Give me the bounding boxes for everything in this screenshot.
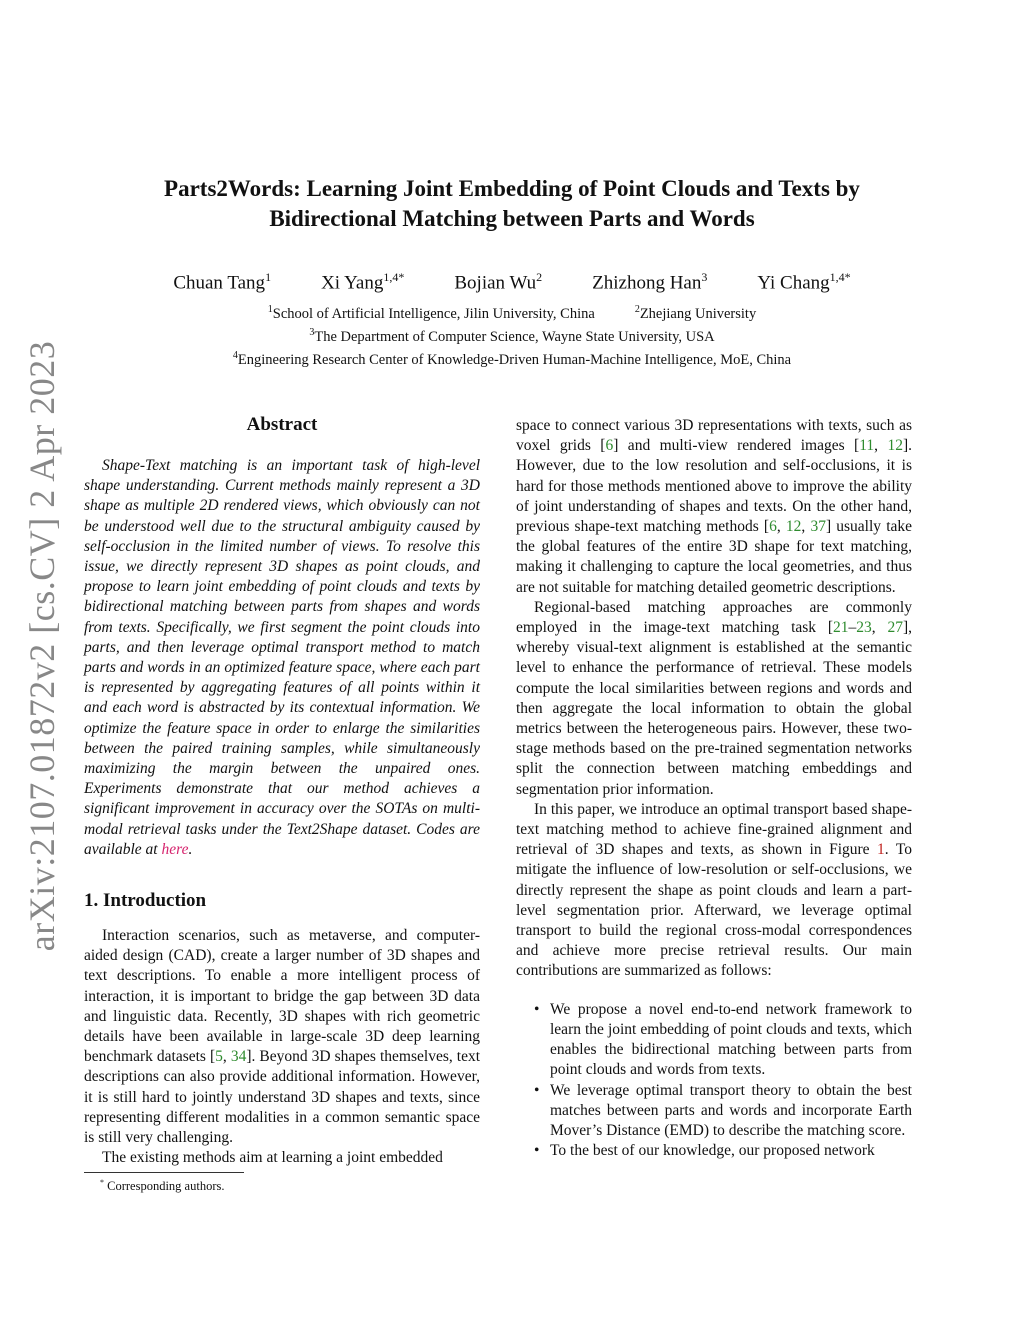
author: Zhizhong Han$^3$	[592, 270, 708, 294]
affiliation-line-3: $^4$Engineering Research Center of Knowledge-Driven Human-Machine Intelligence, MoE, China	[232, 350, 792, 368]
citation-link[interactable]: 27	[887, 619, 903, 637]
paragraph: space to connect various 3D representations with texts, such as voxel grids [6] and multi-view rendered images [11, 12]. However, due to the low resolution and self-occlusions, it is hard for those methods mentioned above to improve the ability of joint understanding of shapes and texts. On the other hand, previous shape-text matching methods [6, 12, 37] usually take the global features of the entire 3D shape for text matching, making it challenging to capture the local geometries, and thus are not suitable for matching detailed geometric descriptions.	[516, 417, 913, 596]
author-list	[100, 270, 924, 294]
abstract-text: Shape-Text matching is an important task of high-level shape understanding. Current methods mainly represent a 3D shape as multiple 2D rendered views, which obviously can not be understood well due to the structural ambiguity caused by self-occlusion in the limited number of views. To resolve this issue, we directly represent 3D shapes as point clouds, and propose to learn joint embedding of point clouds and texts by bidirectional matching between parts from shapes and words from texts. Specifically, we first segment the point clouds into parts, and then leverage optimal transport method to match parts and words in an optimized feature space, where each part is represented by aggregating features of all points within it and each word is abstracted by its contextual information. We optimize the feature space in order to enlarge the similarities between the paired training samples, while simultaneously maximizing the margin between the unpaired ones. Experiments demonstrate that our method achieves a significant improvement in accuracy over the SOTAs on multi-modal retrieval tasks under the Text2Shape dataset. Codes are available at here.	[84, 457, 480, 858]
author: Yi Chang$^{1,4*}$	[757, 270, 851, 294]
citation-link[interactable]: 12	[887, 437, 903, 455]
citation-link[interactable]: 23	[856, 619, 872, 637]
abstract-heading: Abstract	[246, 414, 318, 435]
author: Xi Yang$^{1,4*}$	[321, 270, 405, 294]
citation-link[interactable]: 6	[605, 437, 614, 455]
code-link[interactable]: here	[161, 840, 189, 858]
author: Chuan Tang$^1$	[173, 270, 272, 294]
footnote-divider	[84, 1172, 244, 1173]
bullet-icon: •	[534, 1081, 540, 1099]
paragraph: Regional-based matching approaches are commonly employed in the image-text matching task [21–23, 27], whereby visual-text alignment is established at the semantic level to enhance the performance of retrieval. These models compute the local similarities between regions and words and then aggregate the local information to obtain the global metrics between the heterogeneous pairs. However, these two-stage methods based on the pre-trained segmentation networks split the connection between matching embeddings and segmentation prior information.	[516, 598, 913, 798]
title-line-1: Parts2Words: Learning Joint Embedding of Point Clouds and Texts by	[164, 176, 860, 201]
introduction-text	[84, 926, 480, 1168]
list-item: • We propose a novel end-to-end network framework to learn the joint embedding of point clouds and texts, which enables the bidirectional matching between parts from point clouds and words from texts.	[534, 1000, 912, 1079]
bullet-icon: •	[534, 1142, 540, 1160]
arxiv-identifier-stamp	[20, 340, 64, 952]
affiliation-line-1: $^1$School of Artificial Intelligence, Jilin University, China $^2$Zhejiang University	[267, 304, 757, 322]
author: Bojian Wu$^2$	[454, 270, 543, 294]
contribution-list	[516, 1000, 912, 1162]
footnote: * Corresponding authors.	[100, 1178, 225, 1194]
list-item: • We leverage optimal transport theory to obtain the best matches between parts and words and incorporate Earth Mover’s Distance (EMD) to describe the matching score.	[534, 1081, 912, 1139]
paragraph: In this paper, we introduce an optimal transport based shape-text matching method to achieve fine-grained alignment and retrieval of 3D shapes and texts, as shown in Figure 1. To mitigate the influence of low-resolution or self-occlusions, we directly represent the shape as point clouds and learn a part-level segmentation prior. Afterward, we leverage optimal transport to build the regional cross-modal correspondences and achieve more precise retrieval results. Our main contributions are summarized as follows:	[516, 800, 912, 980]
citation-link[interactable]: 6	[769, 518, 777, 536]
citation-link[interactable]: 34	[230, 1048, 247, 1066]
citation-link[interactable]: 37	[810, 518, 826, 536]
paragraph: Interaction scenarios, such as metaverse, and computer-aided design (CAD), create a larger number of 3D shapes and text descriptions. To enable a more intelligent process of interaction, it is important to bridge the gap between 3D data and linguistic data. Recently, 3D shapes with rich geometric details have been available in large-scale 3D deep learning benchmark datasets [5, 34]. Beyond 3D shapes themselves, text descriptions can also provide additional information. However, it is still hard to jointly understand 3D shapes and texts, since representing different modalities in a common semantic space is still very challenging.	[84, 927, 481, 1147]
citation-link[interactable]: 12	[785, 518, 802, 536]
list-item: • To the best of our knowledge, our proposed network	[516, 1141, 912, 1161]
arxiv-id-text: arXiv:2107.01872v2 [cs.CV] 2 Apr 2023	[22, 340, 62, 952]
bullet-icon: •	[534, 1000, 540, 1018]
figure-reference-link[interactable]: 1	[877, 841, 885, 859]
affiliation-line-2: $^3$The Department of Computer Science, Wayne State University, USA	[309, 327, 715, 345]
paper-title	[80, 174, 944, 234]
right-column-text	[516, 416, 912, 1161]
title-line-2: Bidirectional Matching between Parts and Words	[269, 206, 755, 231]
section-heading-introduction: 1. Introduction	[84, 890, 207, 911]
citation-link[interactable]: 11	[859, 437, 875, 455]
citation-link[interactable]: 21	[833, 619, 849, 637]
citation-link[interactable]: 5	[215, 1048, 223, 1066]
paragraph: The existing methods aim at learning a joint embedded	[102, 1149, 443, 1167]
